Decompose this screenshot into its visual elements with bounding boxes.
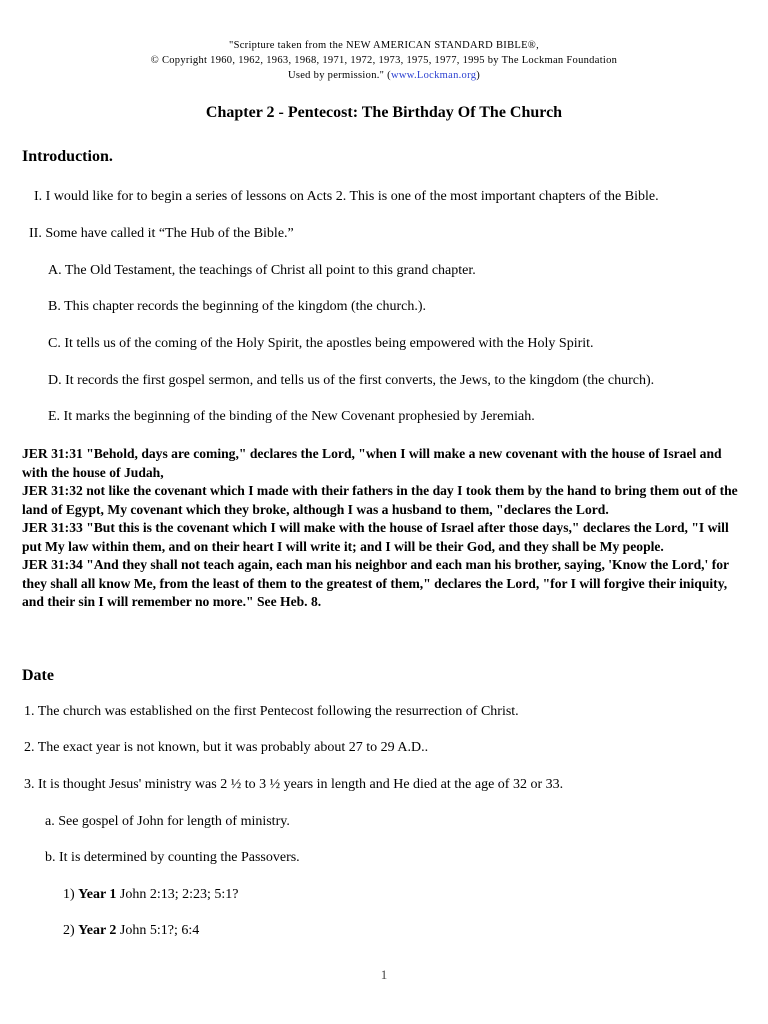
- notice-line-1: "Scripture taken from the NEW AMERICAN STANDARD BIBLE®,: [228, 40, 540, 51]
- year-2-line: 2) Year 2 John 5:1?; 6:4: [63, 923, 200, 938]
- page-title: Chapter 2 - Pentecost: The Birthday Of The Church: [205, 104, 563, 121]
- date-point-2: 2. The exact year is not known, but it was probably about 27 to 29 A.D..: [24, 740, 429, 755]
- scripture-block: [22, 445, 748, 612]
- scripture-verse: JER 31:33 "But this is the covenant which I will make with the house of Israel after those days," declares the Lord, "I will put My law within them, and on their heart I will write it; and I will be their God, and they shall be My people.: [22, 520, 729, 554]
- intro-subpoint-d: D. It records the first gospel sermon, and tells us of the first converts, the Jews, to the kingdom (the church).: [48, 373, 655, 388]
- date-subpoint-a: a. See gospel of John for length of ministry.: [45, 814, 290, 829]
- date-point-3: 3. It is thought Jesus' ministry was 2 ½ to 3 ½ years in length and He died at the age of 32 or 33.: [24, 777, 564, 792]
- introduction-heading: Introduction.: [22, 148, 113, 165]
- intro-subpoint-b: B. This chapter records the beginning of the kingdom (the church.).: [48, 299, 427, 314]
- notice-line-2: © Copyright 1960, 1962, 1963, 1968, 1971, 1972, 1973, 1975, 1977, 1995 by The Lockman Foundation: [150, 55, 618, 66]
- copyright-notice: [0, 38, 768, 83]
- scripture-verse: JER 31:32 not like the covenant which I made with their fathers in the day I took them by the hand to bring them out of the land of Egypt, My covenant which they broke, although I was a husband to them, "declares the Lord.: [22, 483, 738, 517]
- intro-subpoint-a: A. The Old Testament, the teachings of Christ all point to this grand chapter.: [48, 263, 476, 278]
- notice-line-3: Used by permission." (www.Lockman.org): [287, 70, 481, 81]
- date-subpoint-b: b. It is determined by counting the Passovers.: [45, 850, 300, 865]
- scripture-verse: JER 31:34 "And they shall not teach again, each man his neighbor and each man his brother, saying, 'Know the Lord,' for they shall all know Me, from the least of them to the greatest of them," declares the Lord, "for I will forgive their iniquity, and their sin I will remember no more." See Heb. 8.: [22, 557, 729, 609]
- intro-point-2: II. Some have called it “The Hub of the Bible.”: [29, 226, 294, 241]
- date-heading: Date: [22, 667, 54, 684]
- date-point-1: 1. The church was established on the first Pentecost following the resurrection of Christ.: [24, 704, 519, 719]
- page-number: 1: [380, 967, 388, 982]
- lockman-link[interactable]: www.Lockman.org: [390, 70, 477, 81]
- intro-subpoint-c: C. It tells us of the coming of the Holy Spirit, the apostles being empowered with the Holy Spirit.: [48, 336, 594, 351]
- scripture-verse: JER 31:31 "Behold, days are coming," declares the Lord, "when I will make a new covenant with the house of Israel and with the house of Judah,: [22, 446, 722, 480]
- year-1-line: 1) Year 1 John 2:13; 2:23; 5:1?: [63, 887, 239, 902]
- intro-subpoint-e: E. It marks the beginning of the binding of the New Covenant prophesied by Jeremiah.: [48, 409, 535, 424]
- intro-point-1: I. I would like for to begin a series of lessons on Acts 2. This is one of the most important chapters of the Bible.: [34, 189, 659, 204]
- year-1-label: Year 1: [78, 887, 117, 902]
- year-2-label: Year 2: [78, 923, 117, 938]
